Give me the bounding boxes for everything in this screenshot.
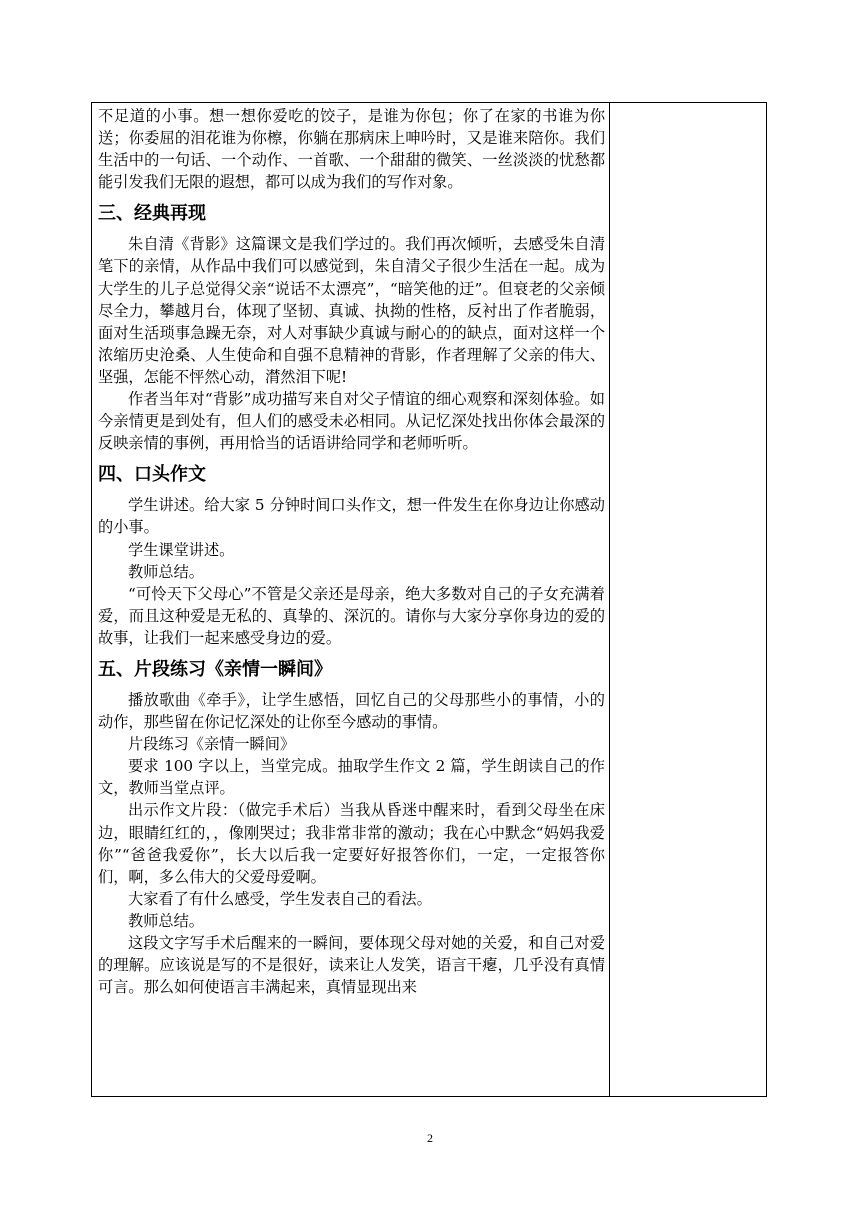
lesson-table (91, 102, 767, 1097)
lesson-content (98, 105, 605, 998)
intro-paragraph: 不足道的小事。想一想你爱吃的饺子，是谁为你包；你了在家的书谁为你送；你委屈的泪花谁为你檫，你躺在那病床上呻吟时，又是谁来陪你。我们生活中的一句话、一个动作、一首歌、一个甜甜的微笑、一丝淡淡的忧愁都能引发我们无限的遐想，都可以成为我们的写作对象。 (98, 107, 605, 192)
section-paragraph: 要求 100 字以上，当堂完成。抽取学生作文 2 篇，学生朗读自己的作文，教师当堂点评。 (98, 757, 605, 798)
section-paragraph: “可怜天下父母心”不管是父亲还是母亲，绝大多数对自己的子女充满着爱，而且这种爱是无私的、真挚的、深沉的。请你与大家分享你身边的爱的故事，让我们一起来感受身边的爱。 (98, 584, 605, 647)
section-paragraph: 出示作文片段：（做完手术后）当我从昏迷中醒来时，看到父母坐在床边，眼睛红红的，，像刚哭过；我非常非常的激动；我在心中默念“妈妈我爱你”“爸爸我爱你”，长大以后我一定要好好报答你们，一定，一定报答你们，啊，多么伟大的父爱母爱啊。 (98, 801, 605, 886)
section-paragraph: 作者当年对“背影”成功描写来自对父子情谊的细心观察和深刻体验。如今亲情更是到处有，但人们的感受未必相同。从记忆深处找出你体会最深的反映亲情的事例，再用恰当的话语讲给同学和老师听听。 (98, 390, 605, 453)
section-paragraph: 片段练习《亲情一瞬间》 (128, 735, 296, 754)
section-paragraph: 朱自清《背影》这篇课文是我们学过的。我们再次倾听，去感受朱自清笔下的亲情，从作品中我们可以感觉到，朱自清父子很少生活在一起。成为大学生的儿子总觉得父亲“说话不太漂亮”，“暗笑他的迂”。但衰老的父亲倾尽全力，攀越月台，体现了坚韧、真诚、执拗的性格，反衬出了作者脆弱，面对生活琐事急躁无奈，对人对事缺少真诚与耐心的的缺点，面对这样一个浓缩历史沧桑、人生使命和自强不息精神的背影，作者理解了父亲的伟大、坚强，怎能不怦然心动，潸然泪下呢! (98, 235, 605, 386)
section-paragraph: 大家看了有什么感受，学生发表自己的看法。 (128, 889, 432, 908)
column-divider (609, 103, 610, 1096)
section-paragraph: 教师总结。 (128, 911, 204, 930)
section-heading: 三、经典再现 (98, 203, 206, 225)
section-heading: 四、口头作文 (98, 464, 206, 486)
page-number: 2 (427, 1131, 433, 1145)
section-paragraph: 教师总结。 (128, 562, 204, 581)
section-paragraph: 学生讲述。给大家 5 分钟时间口头作文，想一件发生在你身边让你感动的小事。 (98, 496, 605, 537)
section-paragraph: 这段文字写手术后醒来的一瞬间，要体现父母对她的关爱，和自己对爱的理解。应该说是写的不是很好，读来让人发笑，语言干瘪，几乎没有真情可言。那么如何使语言丰满起来，真情显现出来 (98, 934, 605, 997)
section-heading: 五、片段练习《亲情一瞬间》 (98, 658, 332, 680)
section-paragraph: 学生课堂讲述。 (128, 540, 235, 559)
section-paragraph: 播放歌曲《牵手》，让学生感悟，回忆自己的父母那些小的事情，小的动作，那些留在你记忆深处的让你至今感动的事情。 (98, 690, 605, 732)
